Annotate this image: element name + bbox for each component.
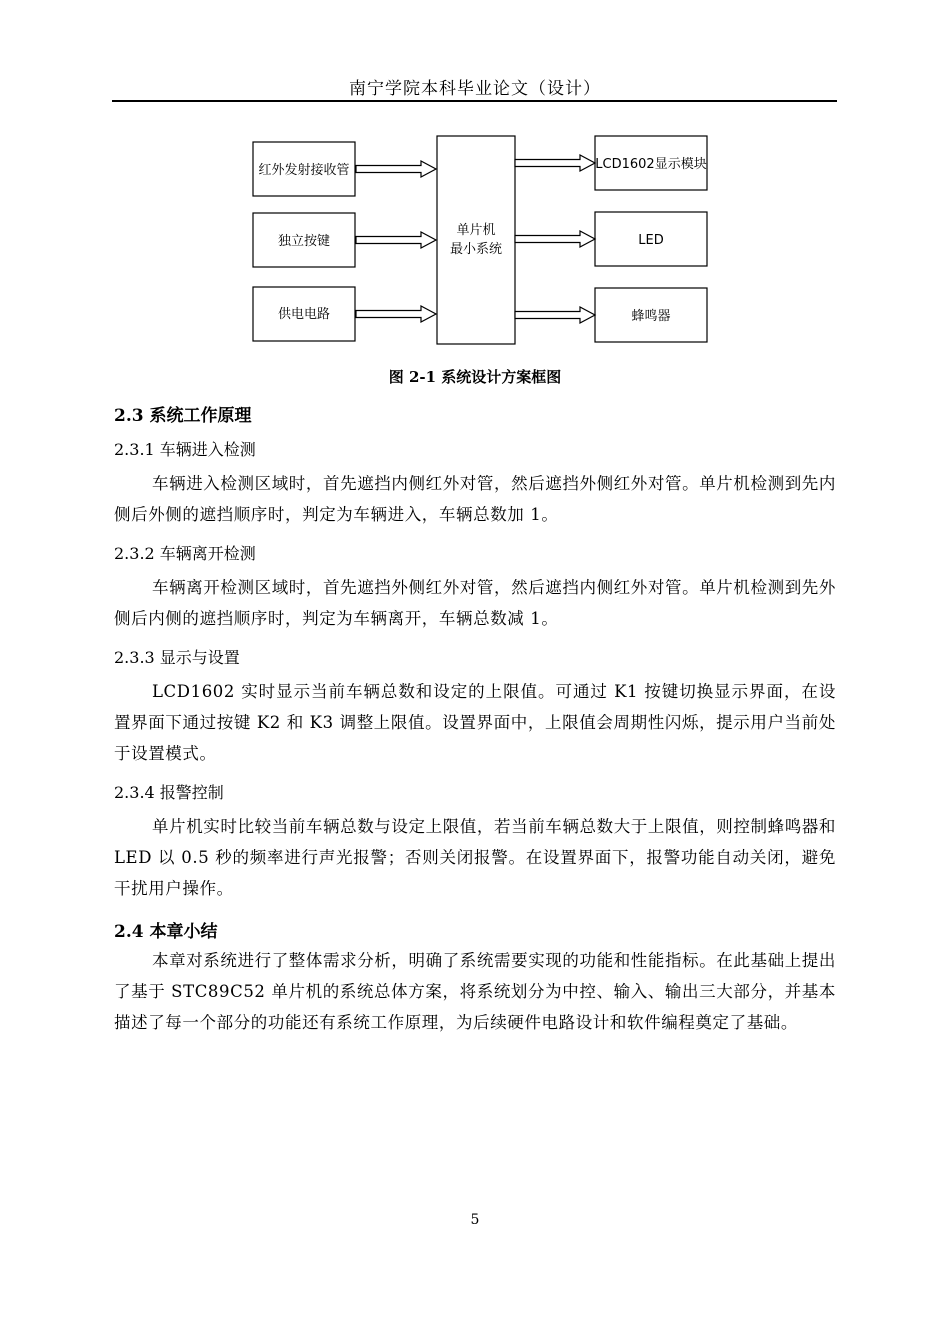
paragraph-2-3-3: LCD1602 实时显示当前车辆总数和设定的上限值。可通过 K1 按键切换显示界面，在设置界面下通过按键 K2 和 K3 调整上限值。设置界面中，上限值会周期性闪烁，提示用户当前处于设置模式。 (114, 682, 836, 763)
header-rule (112, 100, 837, 102)
arrow-mcu-to-led (515, 231, 595, 247)
mcu-box (437, 136, 515, 344)
lcd-label: LCD1602显示模块 (595, 157, 707, 172)
figure-caption: 图 2-1 系统设计方案框图 (388, 368, 562, 386)
paragraph-2-3-1: 车辆进入检测区域时，首先遮挡内侧红外对管，然后遮挡外侧红外对管。单片机检测到先内侧后外侧的遮挡顺序时，判定为车辆进入，车辆总数加 1。 (114, 474, 836, 524)
mcu-label-line2: 最小系统 (449, 242, 503, 257)
section-heading-2-4: 2.4 本章小结 (114, 922, 218, 942)
page-number: 5 (470, 1212, 480, 1228)
led-label: LED (638, 233, 664, 248)
arrow-power-to-mcu (356, 306, 436, 322)
paragraph-2-3-4: 单片机实时比较当前车辆总数与设定上限值，若当前车辆总数大于上限值，则控制蜂鸣器和 LED 以 0.5 秒的频率进行声光报警；否则关闭报警。在设置界面下，报警功能自动关闭，避免干扰用户操作。 (114, 817, 836, 898)
arrow-mcu-to-lcd (515, 155, 595, 171)
paragraph-2-4: 本章对系统进行了整体需求分析，明确了系统需要实现的功能和性能指标。在此基础上提出了基于 STC89C52 单片机的系统总体方案，将系统划分为中控、输入、输出三大部分，并基本描述了每一个部分的功能还有系统工作原理，为后续硬件电路设计和软件编程奠定了基础。 (114, 951, 836, 1032)
subsection-heading-2-3-1: 2.3.1 车辆进入检测 (114, 440, 256, 459)
subsection-heading-2-3-2: 2.3.2 车辆离开检测 (114, 544, 256, 563)
arrow-keys-to-mcu (356, 232, 436, 248)
arrow-mcu-to-buzzer (515, 307, 595, 323)
system-block-diagram (245, 130, 715, 350)
buzzer-label: 蜂鸣器 (631, 309, 671, 324)
running-header: 南宁学院本科毕业论文（设计） (349, 79, 601, 99)
section-heading-2-3: 2.3 系统工作原理 (114, 406, 252, 426)
mcu-label-line1: 单片机 (456, 223, 496, 238)
subsection-heading-2-3-4: 2.3.4 报警控制 (114, 783, 224, 802)
arrow-ir-to-mcu (356, 161, 436, 177)
keys-label: 独立按键 (277, 234, 331, 249)
ir-transceiver-label: 红外发射接收管 (258, 163, 350, 178)
subsection-heading-2-3-3: 2.3.3 显示与设置 (114, 648, 240, 667)
power-label: 供电电路 (277, 307, 331, 322)
paragraph-2-3-2: 车辆离开检测区域时，首先遮挡外侧红外对管，然后遮挡内侧红外对管。单片机检测到先外侧后内侧的遮挡顺序时，判定为车辆离开，车辆总数减 1。 (114, 578, 836, 628)
